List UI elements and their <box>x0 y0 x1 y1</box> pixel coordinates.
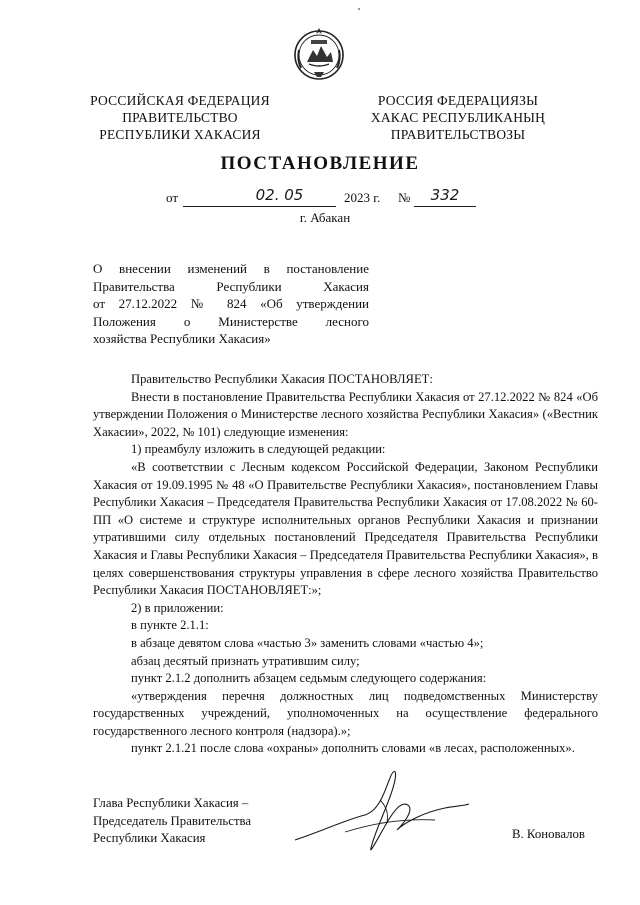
header-right-line: РОССИЯ ФЕДЕРАЦИЯЗЫ <box>377 93 539 108</box>
signatory-title-line: Председатель Правительства <box>93 813 252 828</box>
city: г. Абакан <box>299 210 351 225</box>
scan-dot <box>358 8 360 10</box>
body-paragraph: Правительство Республики Хакасия ПОСТАНОВЛЯЕТ: <box>131 372 433 386</box>
header-right <box>358 92 558 143</box>
subject-line: хозяйства Республики Хакасия» <box>93 331 271 347</box>
signatory-title-line: Глава Республики Хакасия – <box>93 796 249 810</box>
handwritten-signature <box>285 760 475 860</box>
number-label: № <box>398 190 411 205</box>
body-paragraph: в пункте 2.1.1: <box>131 618 209 633</box>
date-field <box>183 186 336 207</box>
header-left-line: РЕСПУБЛИКИ ХАКАСИЯ <box>99 127 261 142</box>
body-paragraph: «В соответствии с Лесным кодексом Российской Федерации, Законом Республики Хакасия от 19.09.1995 № 48 «О Правительстве Республики Хакасия», постановлением Главы Республики Хакасия – Председателя Правительства Республики Хакасия от 17.08.2022 № 60-ПП «О системе и структуре исполнительных органов Республики Хакасия и признании утратившими силу отдельных постановлений Председателя Правительства Республики Хакасия и Главы Республики Хакасия – Председателя Правительства Республики Хакасия», в целях совершенствования структуры управления в сфере лесного хозяйства Правительство Республики Хакасия ПОСТАНОВЛЯЕТ:»; <box>93 459 598 598</box>
body-paragraph: Внести в постановление Правительства Республики Хакасия от 27.12.2022 № 824 «Об утверждении Положения о Министерстве лесного хозяйства Республики Хакасия» («Вестник Хакасии», 2022, № 101) следующие изменения: <box>93 389 598 439</box>
year-label: 2023 г. <box>344 190 381 205</box>
header-right-line: ХАКАС РЕСПУБЛИКАНЫҢ <box>370 110 546 125</box>
body-paragraph: пункт 2.1.2 дополнить абзацем седьмым следующего содержания: <box>131 671 487 686</box>
body-paragraph: пункт 2.1.21 после слова «охраны» дополнить словами «в лесах, расположенных». <box>131 741 575 756</box>
subject-line: Положения о Министерстве лесного <box>93 313 369 329</box>
subject-line: Правительства Республики Хакасия <box>93 278 369 294</box>
header-right-line: ПРАВИТЕЛЬСТВОЗЫ <box>390 127 526 142</box>
header-left <box>80 92 280 143</box>
handwritten-number: 332 <box>430 186 460 204</box>
header-left-line: РОССИЙСКАЯ ФЕДЕРАЦИЯ <box>90 93 270 108</box>
date-from-label: от <box>166 190 179 205</box>
signatory-title <box>93 795 293 848</box>
body-paragraph: 1) преамбулу изложить в следующей редакции: <box>131 442 386 457</box>
document-subject <box>93 260 369 348</box>
document-title: ПОСТАНОВЛЕНИЕ <box>220 153 420 174</box>
number-field <box>414 186 476 207</box>
subject-line: от 27.12.2022 № 824 «Об утверждении <box>93 296 369 312</box>
signatory-title-line: Республики Хакасия <box>93 831 206 845</box>
signatory-name: В. Коновалов <box>512 827 585 841</box>
header-left-line: ПРАВИТЕЛЬСТВО <box>122 110 238 125</box>
handwritten-date: 02. 05 <box>255 186 304 204</box>
body-paragraph: 2) в приложении: <box>131 600 224 615</box>
coat-of-arms-emblem <box>289 24 349 84</box>
subject-line: О внесении изменений в постановление <box>93 261 369 276</box>
body-paragraph: в абзаце девятом слова «частью 3» заменить словами «частью 4»; <box>131 635 484 650</box>
body-paragraph: абзац десятый признать утратившим силу; <box>131 653 360 668</box>
document-body <box>93 371 598 758</box>
body-paragraph: «утверждения перечня должностных лиц подведомственных Министерству государственных учреждений, уполномоченных на осуществление федерального государственного лесного контроля (надзора).»; <box>93 688 598 738</box>
